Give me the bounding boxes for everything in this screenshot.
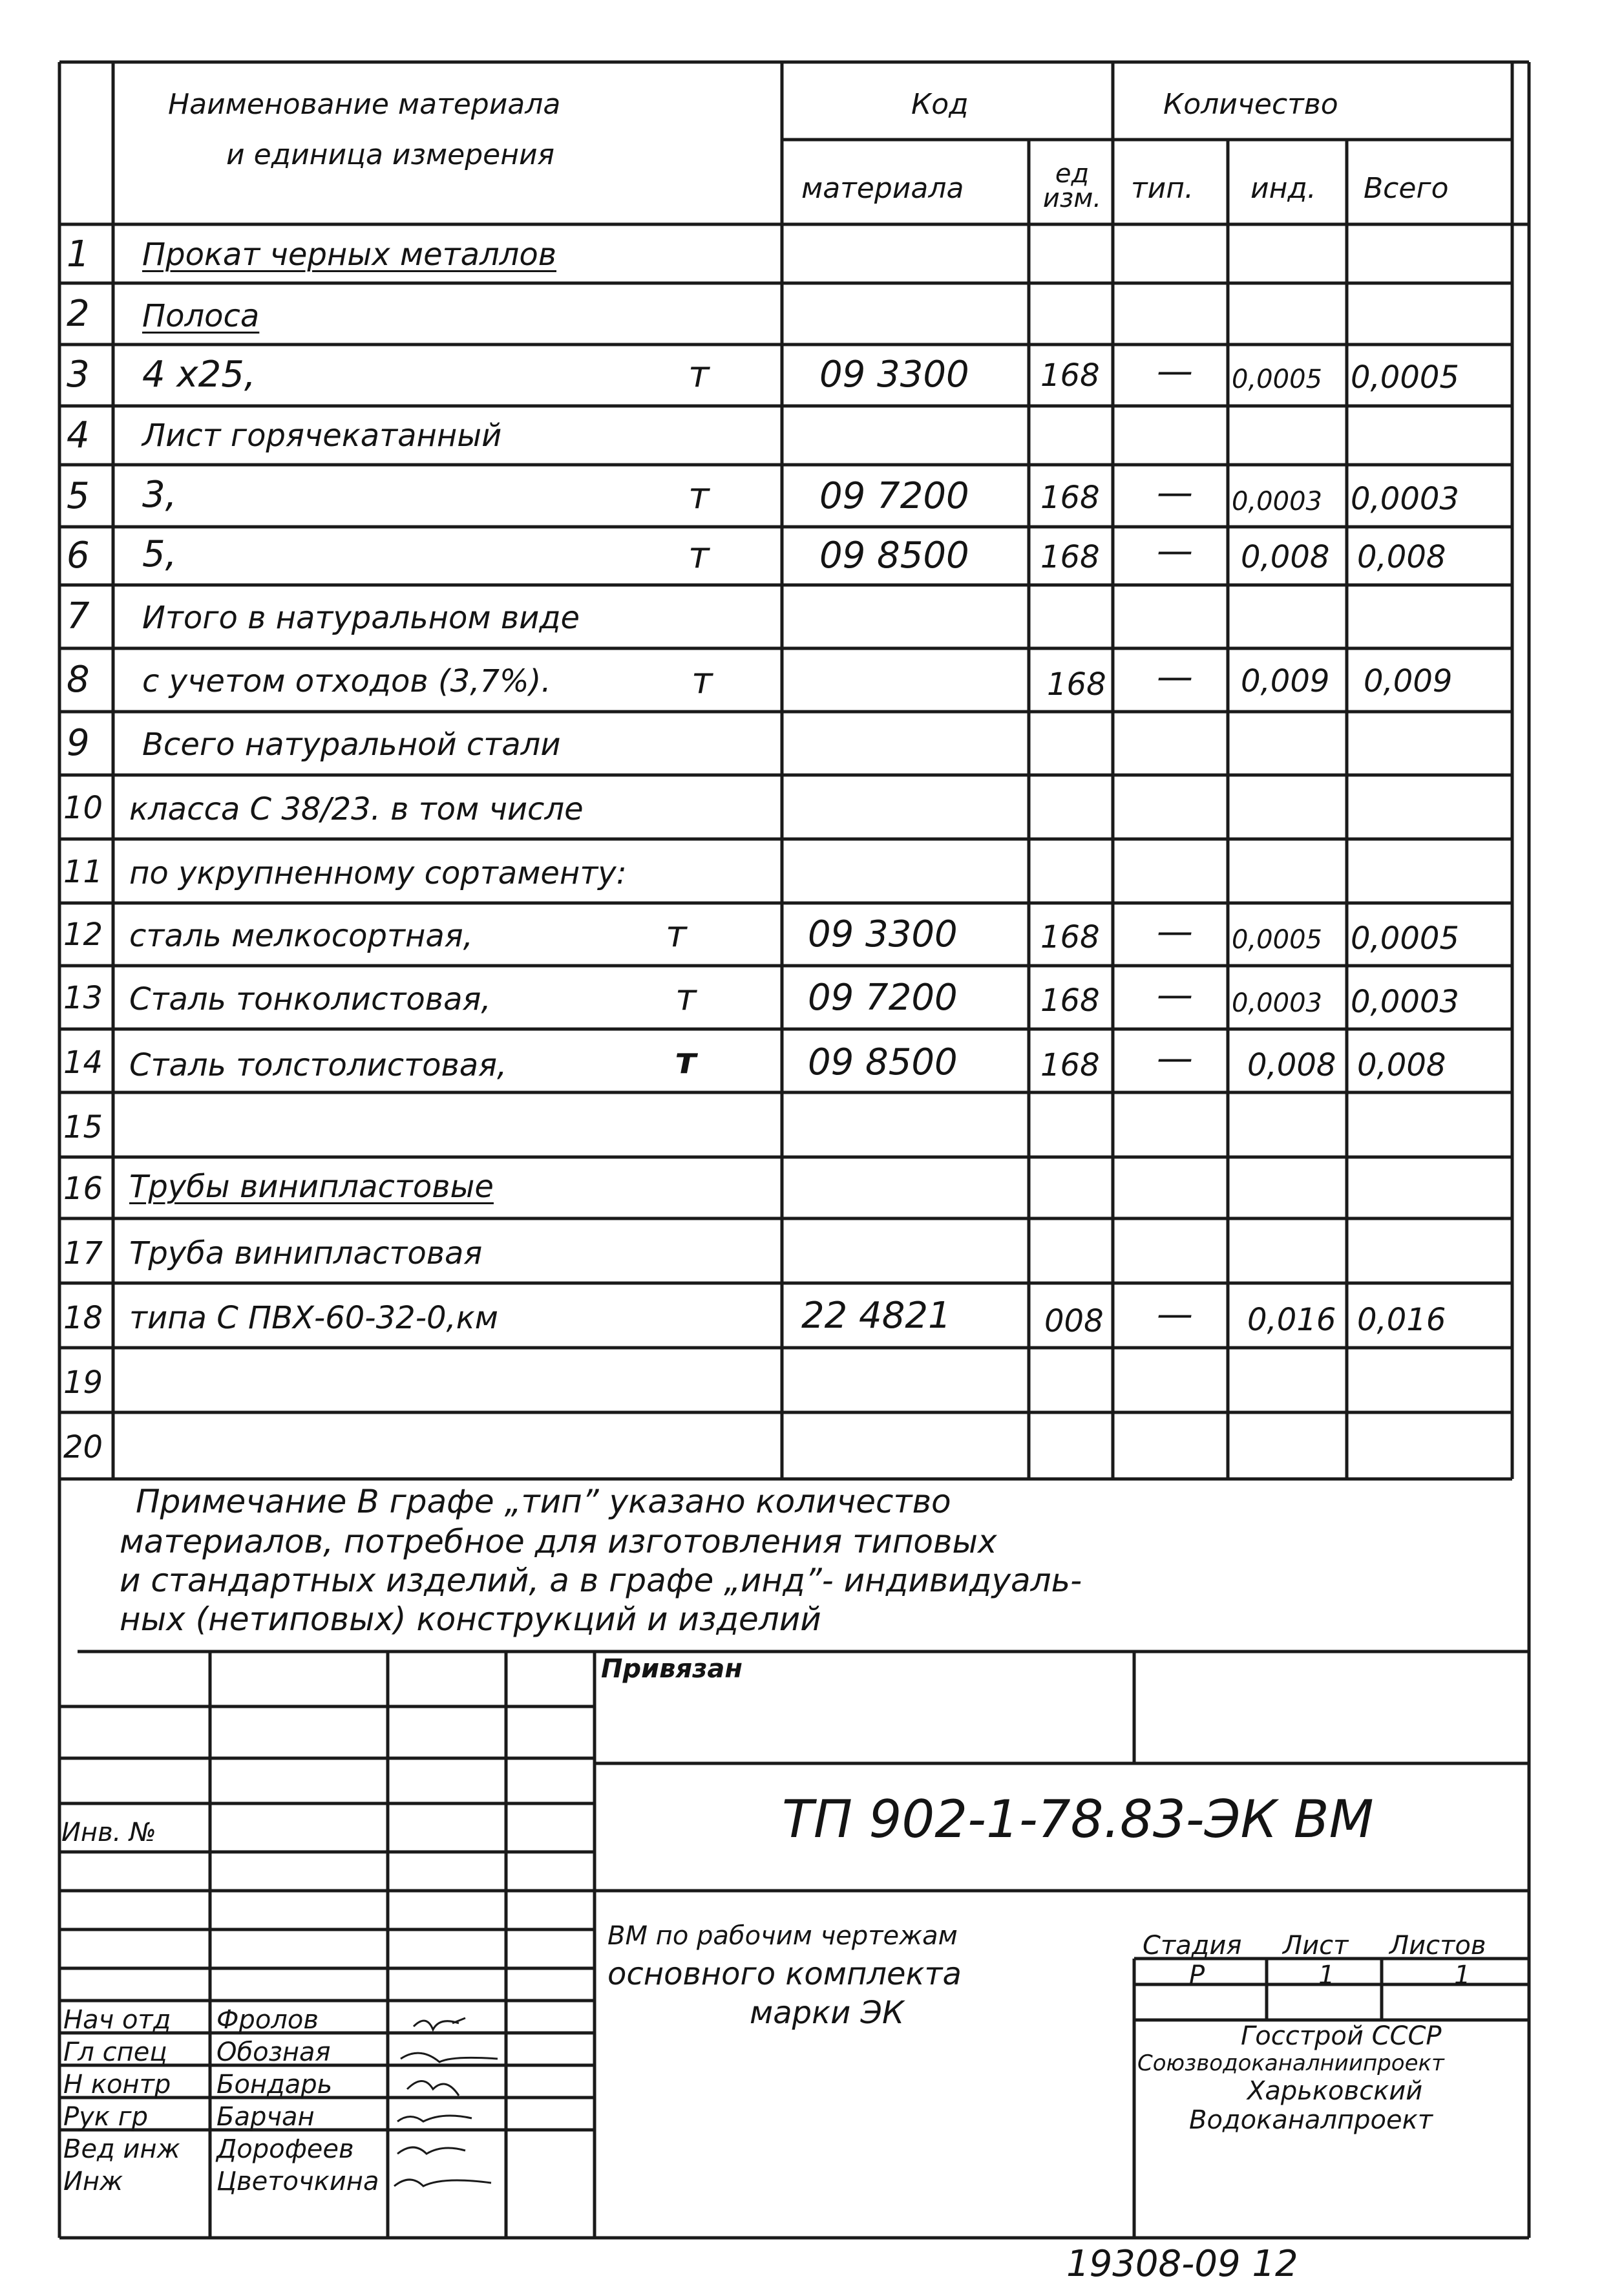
row-number: 3: [67, 354, 90, 396]
note-line-3: и стандартных изделий, а в графе „инд”- индивидуаль-: [120, 1562, 1082, 1599]
row-number: 17: [63, 1235, 103, 1271]
privyazan-label: Привязан: [601, 1654, 743, 1684]
row-qty-ind: 0,0003: [1232, 487, 1322, 516]
note-line-4: ных (нетиповых) конструкций и изделий: [120, 1600, 821, 1638]
org-line-3: Харьковский: [1247, 2076, 1423, 2106]
header-code-material: материала: [801, 172, 964, 205]
row-unit-code: 168: [1040, 919, 1100, 955]
row-code: 09 7200: [808, 977, 958, 1019]
signature-mark: [397, 2147, 465, 2154]
org-line-2: Союзводоканалниипроект: [1137, 2050, 1444, 2076]
inv-number-label: Инв. №: [61, 1818, 156, 1847]
row-code: 09 3300: [808, 913, 958, 955]
row-number: 14: [63, 1045, 103, 1081]
row-unit: т: [688, 354, 710, 396]
row-qty-total: 0,009: [1364, 663, 1453, 699]
signer-role: Инж: [63, 2167, 123, 2196]
row-unit: т: [675, 1040, 697, 1082]
row-qty-ind: 0,016: [1247, 1302, 1336, 1338]
row-name: сталь мелкосортная,: [129, 918, 473, 954]
signer-name: Бондарь: [216, 2070, 333, 2099]
note-line-1: Примечание В графе „тип” указано количество: [136, 1483, 951, 1520]
row-number: 15: [63, 1109, 103, 1145]
row-qty-ind: 0,008: [1241, 539, 1330, 575]
signer-name: Фролов: [216, 2005, 319, 2035]
header-name-line1: Наименование материала: [168, 88, 561, 121]
row-unit: т: [688, 475, 710, 517]
row-name: Полоса: [142, 298, 260, 334]
row-number: 13: [63, 980, 103, 1016]
row-qty-total: 0,0005: [1351, 920, 1459, 957]
row-qty-type: —: [1157, 911, 1193, 953]
row-number: 12: [63, 917, 103, 953]
row-qty-type: —: [1157, 350, 1193, 392]
row-qty-ind: 0,009: [1241, 663, 1330, 699]
row-number: 20: [63, 1429, 103, 1465]
title-line-3: марки ЭК: [750, 1995, 905, 2031]
row-number: 19: [63, 1365, 103, 1401]
row-number: 9: [67, 722, 90, 764]
signer-name: Обозная: [216, 2037, 331, 2067]
title-line-1: ВМ по рабочим чертежам: [607, 1921, 958, 1951]
signature-mark: [407, 2081, 459, 2096]
row-unit-code: 168: [1040, 983, 1100, 1019]
signature-mark: [397, 2116, 472, 2121]
signature-mark: [401, 2053, 498, 2062]
section-heading: Прокат черных металлов: [142, 237, 556, 273]
row-qty-type: —: [1157, 656, 1193, 698]
row-code: 09 8500: [808, 1041, 958, 1083]
header-name-line2: и единица измерения: [226, 138, 555, 171]
signature-mark: [414, 2018, 465, 2030]
row-number: 8: [67, 659, 90, 701]
row-unit-code: 168: [1040, 480, 1100, 516]
row-number: 6: [67, 535, 90, 577]
row-number: 10: [63, 790, 103, 826]
row-code: 22 4821: [801, 1295, 951, 1337]
row-name: Труба винипластовая: [129, 1235, 483, 1271]
row-unit: т: [691, 660, 713, 702]
row-unit-code: 168: [1040, 539, 1100, 575]
row-number: 5: [67, 475, 90, 517]
row-name: класса С 38/23. в том числе: [129, 791, 584, 827]
row-name: Итого в натуральном виде: [142, 600, 580, 636]
row-number: 18: [63, 1300, 103, 1336]
row-number: 11: [63, 854, 103, 890]
row-qty-type: —: [1157, 1037, 1193, 1079]
row-unit: т: [688, 535, 710, 577]
row-qty-total: 0,016: [1357, 1302, 1446, 1338]
header-qty-type: тип.: [1131, 172, 1194, 205]
row-name: Всего натуральной стали: [142, 727, 561, 763]
row-qty-type: —: [1157, 472, 1193, 514]
row-code: 09 7200: [819, 475, 969, 517]
header-code-group: Код: [911, 88, 969, 121]
row-name: типа С ПВХ-60-32-0,км: [129, 1300, 499, 1336]
signer-name: Дорофеев: [216, 2134, 354, 2164]
row-qty-ind: 0,0005: [1232, 925, 1322, 955]
row-qty-ind: 0,0005: [1232, 365, 1322, 394]
signer-role: Рук гр: [63, 2102, 149, 2132]
header-qty-ind: инд.: [1250, 172, 1316, 205]
title-line-2: основного комплекта: [607, 1956, 962, 1992]
row-name: Сталь тонколистовая,: [129, 981, 491, 1017]
row-unit: т: [666, 913, 687, 955]
row-name: 5,: [142, 533, 177, 575]
row-qty-type: —: [1157, 530, 1193, 572]
row-name: 3,: [142, 474, 177, 516]
row-qty-ind: 0,008: [1247, 1047, 1336, 1083]
row-code: 09 8500: [819, 535, 969, 577]
row-qty-total: 0,0003: [1351, 481, 1459, 517]
signer-role: Гл спец: [63, 2037, 167, 2067]
header-qty-total: Всего: [1364, 172, 1449, 205]
row-name: Лист горячекатанный: [142, 418, 502, 454]
footer-number: 19308-09 12: [1066, 2243, 1298, 2285]
row-code: 09 3300: [819, 354, 969, 396]
org-line-4: Водоканалпроект: [1189, 2105, 1433, 2135]
row-qty-total: 0,008: [1357, 539, 1446, 575]
row-unit-code: 168: [1040, 1047, 1100, 1083]
org-line-1: Госстрой СССР: [1241, 2021, 1442, 2051]
row-name: с учетом отходов (3,7%).: [142, 663, 551, 699]
row-name: по укрупненному сортаменту:: [129, 855, 627, 891]
row-number: 4: [67, 414, 90, 456]
row-number: 7: [67, 595, 90, 637]
signer-role: Н контр: [63, 2070, 171, 2099]
row-qty-type: —: [1157, 974, 1193, 1016]
signature-mark: [394, 2180, 491, 2186]
note-line-2: материалов, потребное для изготовления типовых: [120, 1523, 997, 1560]
row-qty-ind: 0,0003: [1232, 988, 1322, 1018]
row-number: 2: [67, 293, 90, 335]
row-unit-code: 168: [1047, 666, 1106, 703]
stage-value: Р: [1189, 1961, 1205, 1990]
sheets-label: Листов: [1389, 1931, 1486, 1961]
row-qty-total: 0,0005: [1351, 359, 1459, 396]
header-qty-group: Количество: [1163, 88, 1338, 121]
row-unit: т: [675, 977, 697, 1019]
row-number: 1: [67, 233, 90, 275]
document-code: ТП 902-1-78.83-ЭК ВМ: [782, 1789, 1374, 1849]
sheet-label: Лист: [1283, 1931, 1349, 1961]
row-number: 16: [63, 1171, 103, 1207]
row-qty-total: 0,0003: [1351, 984, 1459, 1020]
stage-label: Стадия: [1143, 1931, 1242, 1961]
section-heading: Трубы винипластовые: [129, 1169, 494, 1205]
header-code-unit: ед изм.: [1042, 159, 1102, 213]
signer-role: Нач отд: [63, 2005, 171, 2035]
row-unit-code: 168: [1040, 357, 1100, 394]
sheets-value: 1: [1454, 1961, 1471, 1990]
row-name: Сталь толстолистовая,: [129, 1047, 507, 1083]
row-qty-total: 0,008: [1357, 1047, 1446, 1083]
row-qty-type: —: [1157, 1293, 1193, 1335]
row-unit-code: 008: [1044, 1303, 1104, 1339]
signer-name: Цветочкина: [216, 2167, 379, 2196]
row-name: 4 x25,: [142, 354, 256, 396]
sheet-value: 1: [1318, 1961, 1335, 1990]
signer-role: Вед инж: [63, 2134, 180, 2164]
signer-name: Барчан: [216, 2102, 315, 2132]
